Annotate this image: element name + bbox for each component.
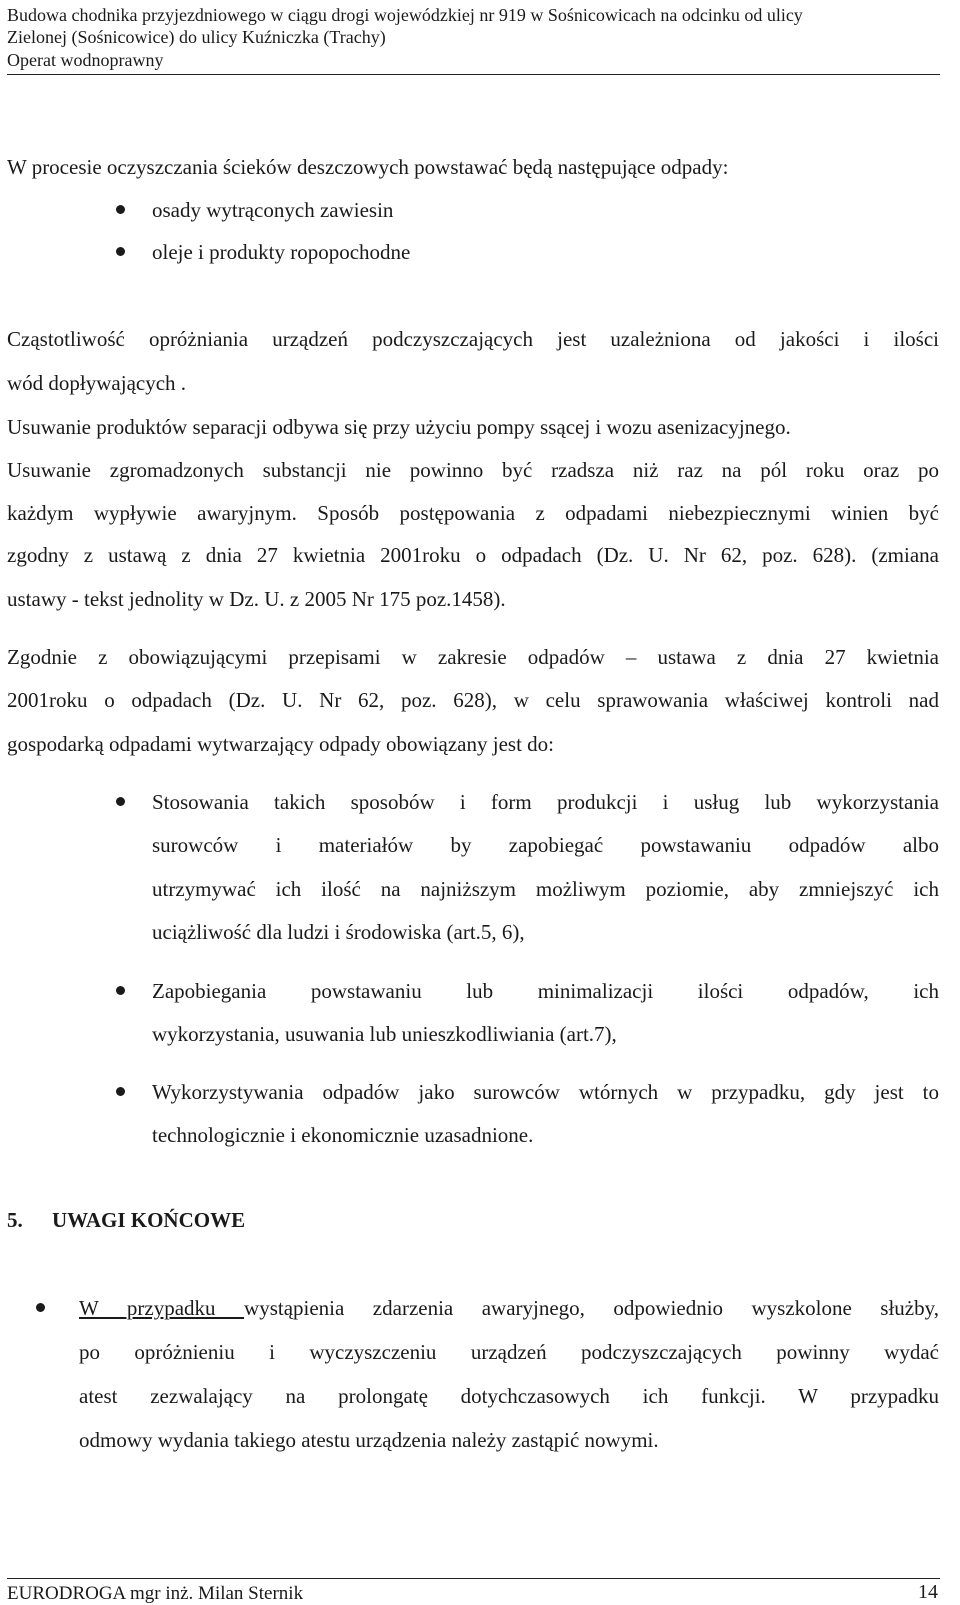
header-rule — [7, 74, 940, 75]
section-title: UWAGI KOŃCOWE — [52, 1208, 246, 1232]
duty-line: technologicznie i ekonomicznie uzasadnione. — [152, 1123, 534, 1147]
duty-line: utrzymywać ich ilość na najniższym możliwym poziomie, aby zmniejszyć ich — [152, 877, 939, 901]
bullet-icon — [116, 205, 125, 214]
para1-line: Usuwanie produktów separacji odbywa się przy użyciu pompy ssącej i wozu asenizacyjnego. — [7, 415, 791, 439]
header-line-3: Operat wodnoprawny — [7, 50, 164, 70]
page-number: 14 — [918, 1581, 938, 1603]
section-number: 5. — [7, 1208, 23, 1232]
bullet-icon — [36, 1303, 45, 1312]
underlined-phrase: W przypadku — [79, 1296, 245, 1320]
bullet-icon — [116, 797, 125, 806]
para1-line: ustawy - tekst jednolity w Dz. U. z 2005 Nr 175 poz.1458). — [7, 587, 506, 611]
bullet-icon — [116, 247, 125, 256]
footer-rule — [7, 1578, 940, 1579]
duty-line: Stosowania takich sposobów i form produkcji i usług lub wykorzystania — [152, 790, 939, 814]
final-item-line: po opróżnieniu i wyczyszczeniu urządzeń podczyszczających powinny wydać — [79, 1340, 939, 1364]
waste-item: oleje i produkty ropopochodne — [152, 240, 411, 264]
duty-line: Wykorzystywania odpadów jako surowców wtórnych w przypadku, gdy jest to — [152, 1080, 939, 1104]
waste-intro: W procesie oczyszczania ścieków deszczowych powstawać będą następujące odpady: — [7, 155, 729, 179]
final-item-line — [79, 1298, 939, 1319]
para2-line: gospodarką odpadami wytwarzający odpady obowiązany jest do: — [7, 732, 554, 756]
para2-line: Zgodnie z obowiązującymi przepisami w zakresie odpadów – ustawa z dnia 27 kwietnia — [7, 645, 939, 669]
duty-line: Zapobiegania powstawaniu lub minimalizacji ilości odpadów, ich — [152, 979, 939, 1003]
section-heading — [7, 1210, 245, 1231]
header-line-2: Zielonej (Sośnicowice) do ulicy Kuźniczka (Trachy) — [7, 27, 386, 47]
duty-line: uciążliwość dla ludzi i środowiska (art.5, 6), — [152, 920, 525, 944]
para1-line: każdym wypływie awaryjnym. Sposób postępowania z odpadami niebezpiecznymi winien być — [7, 501, 939, 525]
waste-item: osady wytrąconych zawiesin — [152, 198, 394, 222]
para1-line: zgodny z ustawą z dnia 27 kwietnia 2001roku o odpadach (Dz. U. Nr 62, poz. 628). (zmiana — [7, 543, 939, 567]
para1-line: Cząstotliwość opróżniania urządzeń podczyszczających jest uzależniona od jakości i ilości — [7, 327, 939, 351]
para2-line: 2001roku o odpadach (Dz. U. Nr 62, poz. 628), w celu sprawowania właściwej kontroli nad — [7, 688, 939, 712]
bullet-icon — [116, 986, 125, 995]
bullet-icon — [116, 1087, 125, 1096]
final-item-line: atest zezwalający na prolongatę dotychczasowych ich funkcji. W przypadku — [79, 1384, 939, 1408]
final-item-line: odmowy wydania takiego atestu urządzenia należy zastąpić nowymi. — [79, 1428, 659, 1452]
header-line-1: Budowa chodnika przyjezdniowego w ciągu drogi wojewódzkiej nr 919 w Sośnicowicach na odcinku od ulicy — [7, 5, 803, 25]
duty-line: wykorzystania, usuwania lub unieszkodliwiania (art.7), — [152, 1022, 617, 1046]
para1-line: wód dopływających . — [7, 371, 187, 395]
duty-line: surowców i materiałów by zapobiegać powstawaniu odpadów albo — [152, 833, 939, 857]
footer-author: EURODROGA mgr inż. Milan Sternik — [7, 1583, 304, 1604]
final-item-line1-rest: wystąpienia zdarzenia awaryjnego, odpowiednio wyszkolone służby, — [244, 1296, 940, 1320]
para1-line: Usuwanie zgromadzonych substancji nie powinno być rzadsza niż raz na pól roku oraz po — [7, 458, 939, 482]
